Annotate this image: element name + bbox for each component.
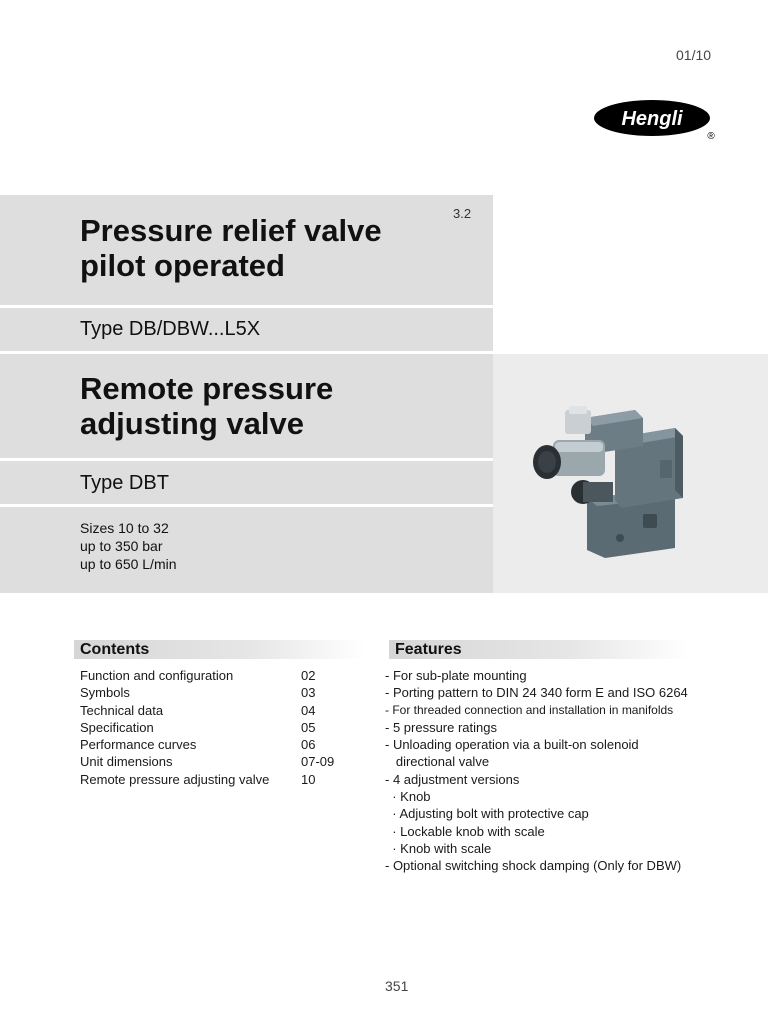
toc-label: Technical data <box>80 702 164 718</box>
toc-page: 06 <box>301 737 316 753</box>
feature-item: · Adjusting bolt with protective cap <box>385 806 589 822</box>
product-title-2 <box>80 371 333 441</box>
valve-product-image <box>525 398 695 573</box>
product-title-1 <box>80 213 382 283</box>
specs-band <box>0 507 493 593</box>
type-band-2 <box>0 461 493 504</box>
toc-item[interactable] <box>80 753 339 770</box>
feature-item: - 5 pressure ratings <box>385 719 497 735</box>
feature-item: - Optional switching shock damping (Only for DBW) <box>385 858 682 874</box>
toc-page: 02 <box>301 668 316 683</box>
feature-item: · Knob <box>385 789 431 805</box>
toc-item[interactable] <box>80 719 339 736</box>
toc-item[interactable] <box>80 667 339 684</box>
section-number: 3.2 <box>453 206 472 221</box>
feature-item: directional valve <box>385 754 490 770</box>
footer-page-number: 351 <box>385 978 409 994</box>
brand-logo <box>593 97 717 145</box>
feature-item: - For threaded connection and installation in manifolds <box>385 702 674 717</box>
feature-item: · Knob with scale <box>385 840 492 856</box>
title-line: Remote pressure <box>80 371 334 406</box>
toc-item[interactable] <box>80 702 339 719</box>
toc-page: 04 <box>301 702 316 718</box>
toc-page: 05 <box>301 719 316 735</box>
product-type-1: Type DB/DBW...L5X <box>80 318 261 340</box>
spec-item: up to 650 L/min <box>80 556 177 572</box>
registered-mark: ® <box>707 131 715 142</box>
toc-label: Specification <box>80 719 154 735</box>
feature-item: - Unloading operation via a built-on solenoid <box>385 737 639 753</box>
toc-label: Unit dimensions <box>80 754 173 770</box>
toc-item[interactable] <box>80 684 339 701</box>
toc-item[interactable] <box>80 771 339 788</box>
toc-label: Performance curves <box>80 737 197 753</box>
toc-page: 07-09 <box>301 754 335 770</box>
contents-heading: Contents <box>74 640 366 659</box>
contents-list <box>80 667 380 788</box>
toc-label: Symbols <box>80 685 130 701</box>
toc-item[interactable] <box>80 736 339 753</box>
feature-item: - For sub-plate mounting <box>385 668 527 683</box>
toc-label: Function and configuration <box>80 668 234 683</box>
toc-label: Remote pressure adjusting valve <box>80 771 270 787</box>
title-line: adjusting valve <box>80 406 304 441</box>
feature-item: - Porting pattern to DIN 24 340 form E and ISO 6264 <box>385 685 688 701</box>
spec-item: Sizes 10 to 32 <box>80 520 169 536</box>
brand-name: Hengli <box>621 108 683 130</box>
title-line: pilot operated <box>80 248 285 283</box>
spec-item: up to 350 bar <box>80 538 163 554</box>
toc-page: 03 <box>301 685 316 701</box>
features-heading: Features <box>389 640 689 659</box>
features-list <box>385 667 705 875</box>
feature-item: - 4 adjustment versions <box>385 771 520 787</box>
title-line: Pressure relief valve <box>80 213 382 248</box>
toc-page: 10 <box>301 771 316 787</box>
feature-item: · Lockable knob with scale <box>385 823 545 839</box>
page-reference: 01/10 <box>676 47 712 63</box>
spec-list <box>80 519 177 573</box>
product-type-2: Type DBT <box>80 472 169 494</box>
